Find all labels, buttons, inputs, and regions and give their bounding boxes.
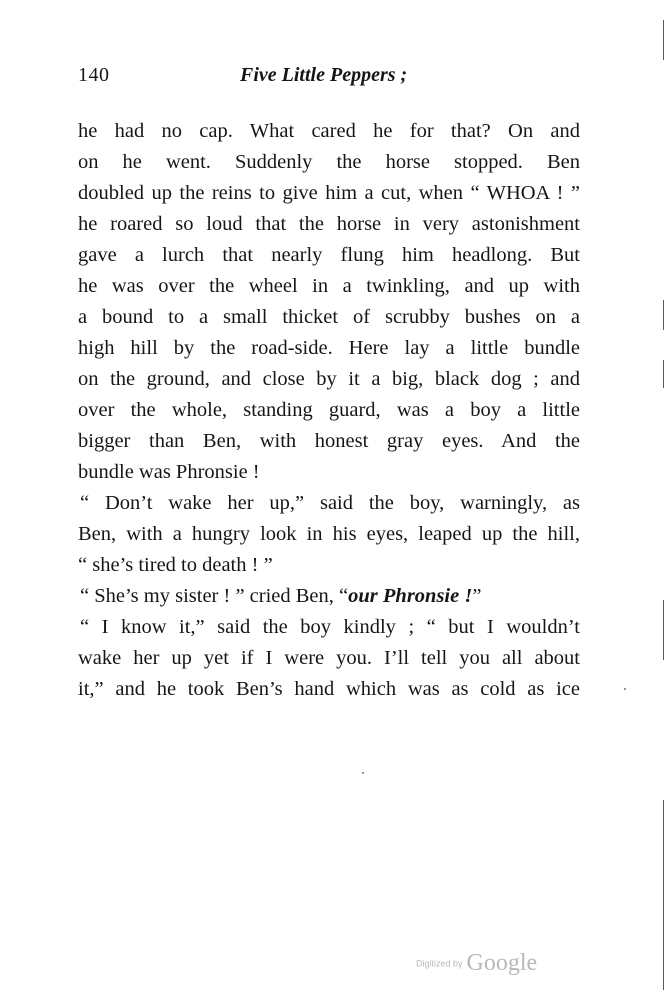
text-line: Ben, with a hungry look in his eyes, leaped up the hill, [78,523,580,545]
page-edge-mark [663,800,664,990]
scan-speck [362,772,364,774]
text-line: on the ground, and close by it a big, black dog ; and [78,368,580,390]
text-line: high hill by the road-side. Here lay a little bundle [78,337,580,359]
emphasized-name: our Phronsie ! [348,585,473,607]
text-line: it,” and he took Ben’s hand which was as cold as ice [78,678,580,700]
text-line: he roared so loud that the horse in very astonishment [78,213,580,235]
page-number: 140 [78,64,110,86]
text-line: a bound to a small thicket of scrubby bushes on a [78,306,580,328]
closing-quote: ” [472,585,482,607]
text-line: bigger than Ben, with honest gray eyes. And the [78,430,580,452]
text-line: over the whole, standing guard, was a boy a little [78,399,580,421]
page-edge-mark [663,360,664,388]
text-line: bundle was Phronsie ! [78,461,260,483]
page-edge-mark [663,20,664,60]
text-line: gave a lurch that nearly flung him headlong. But [78,244,580,266]
text-line: “ I know it,” said the boy kindly ; “ but I wouldn’t [80,616,580,638]
text-line: doubled up the reins to give him a cut, when “ WHOA ! ” [78,182,580,204]
text-line: “ Don’t wake her up,” said the boy, warningly, as [80,492,580,514]
body-text [78,116,580,705]
page-edge-mark [663,300,664,330]
watermark-logo: Google [466,950,538,976]
dialogue-text: “ She’s my sister ! ” cried Ben, “ [80,585,349,607]
text-line: he was over the wheel in a twinkling, and up with [78,275,580,297]
watermark-prefix: Digitized by [416,958,463,969]
scan-speck [624,688,626,690]
text-line: “ she’s tired to death ! ” [78,554,273,576]
text-line: on he went. Suddenly the horse stopped. Ben [78,151,580,173]
text-line: wake her up yet if I were you. I’ll tell you all about [78,647,580,669]
running-head [78,64,583,88]
text-line-dialogue [78,581,580,612]
page-edge-mark [663,600,664,660]
digitization-watermark [416,950,537,977]
text-line: he had no cap. What cared he for that? On and [78,120,580,142]
running-title: Five Little Peppers ; [240,64,408,86]
